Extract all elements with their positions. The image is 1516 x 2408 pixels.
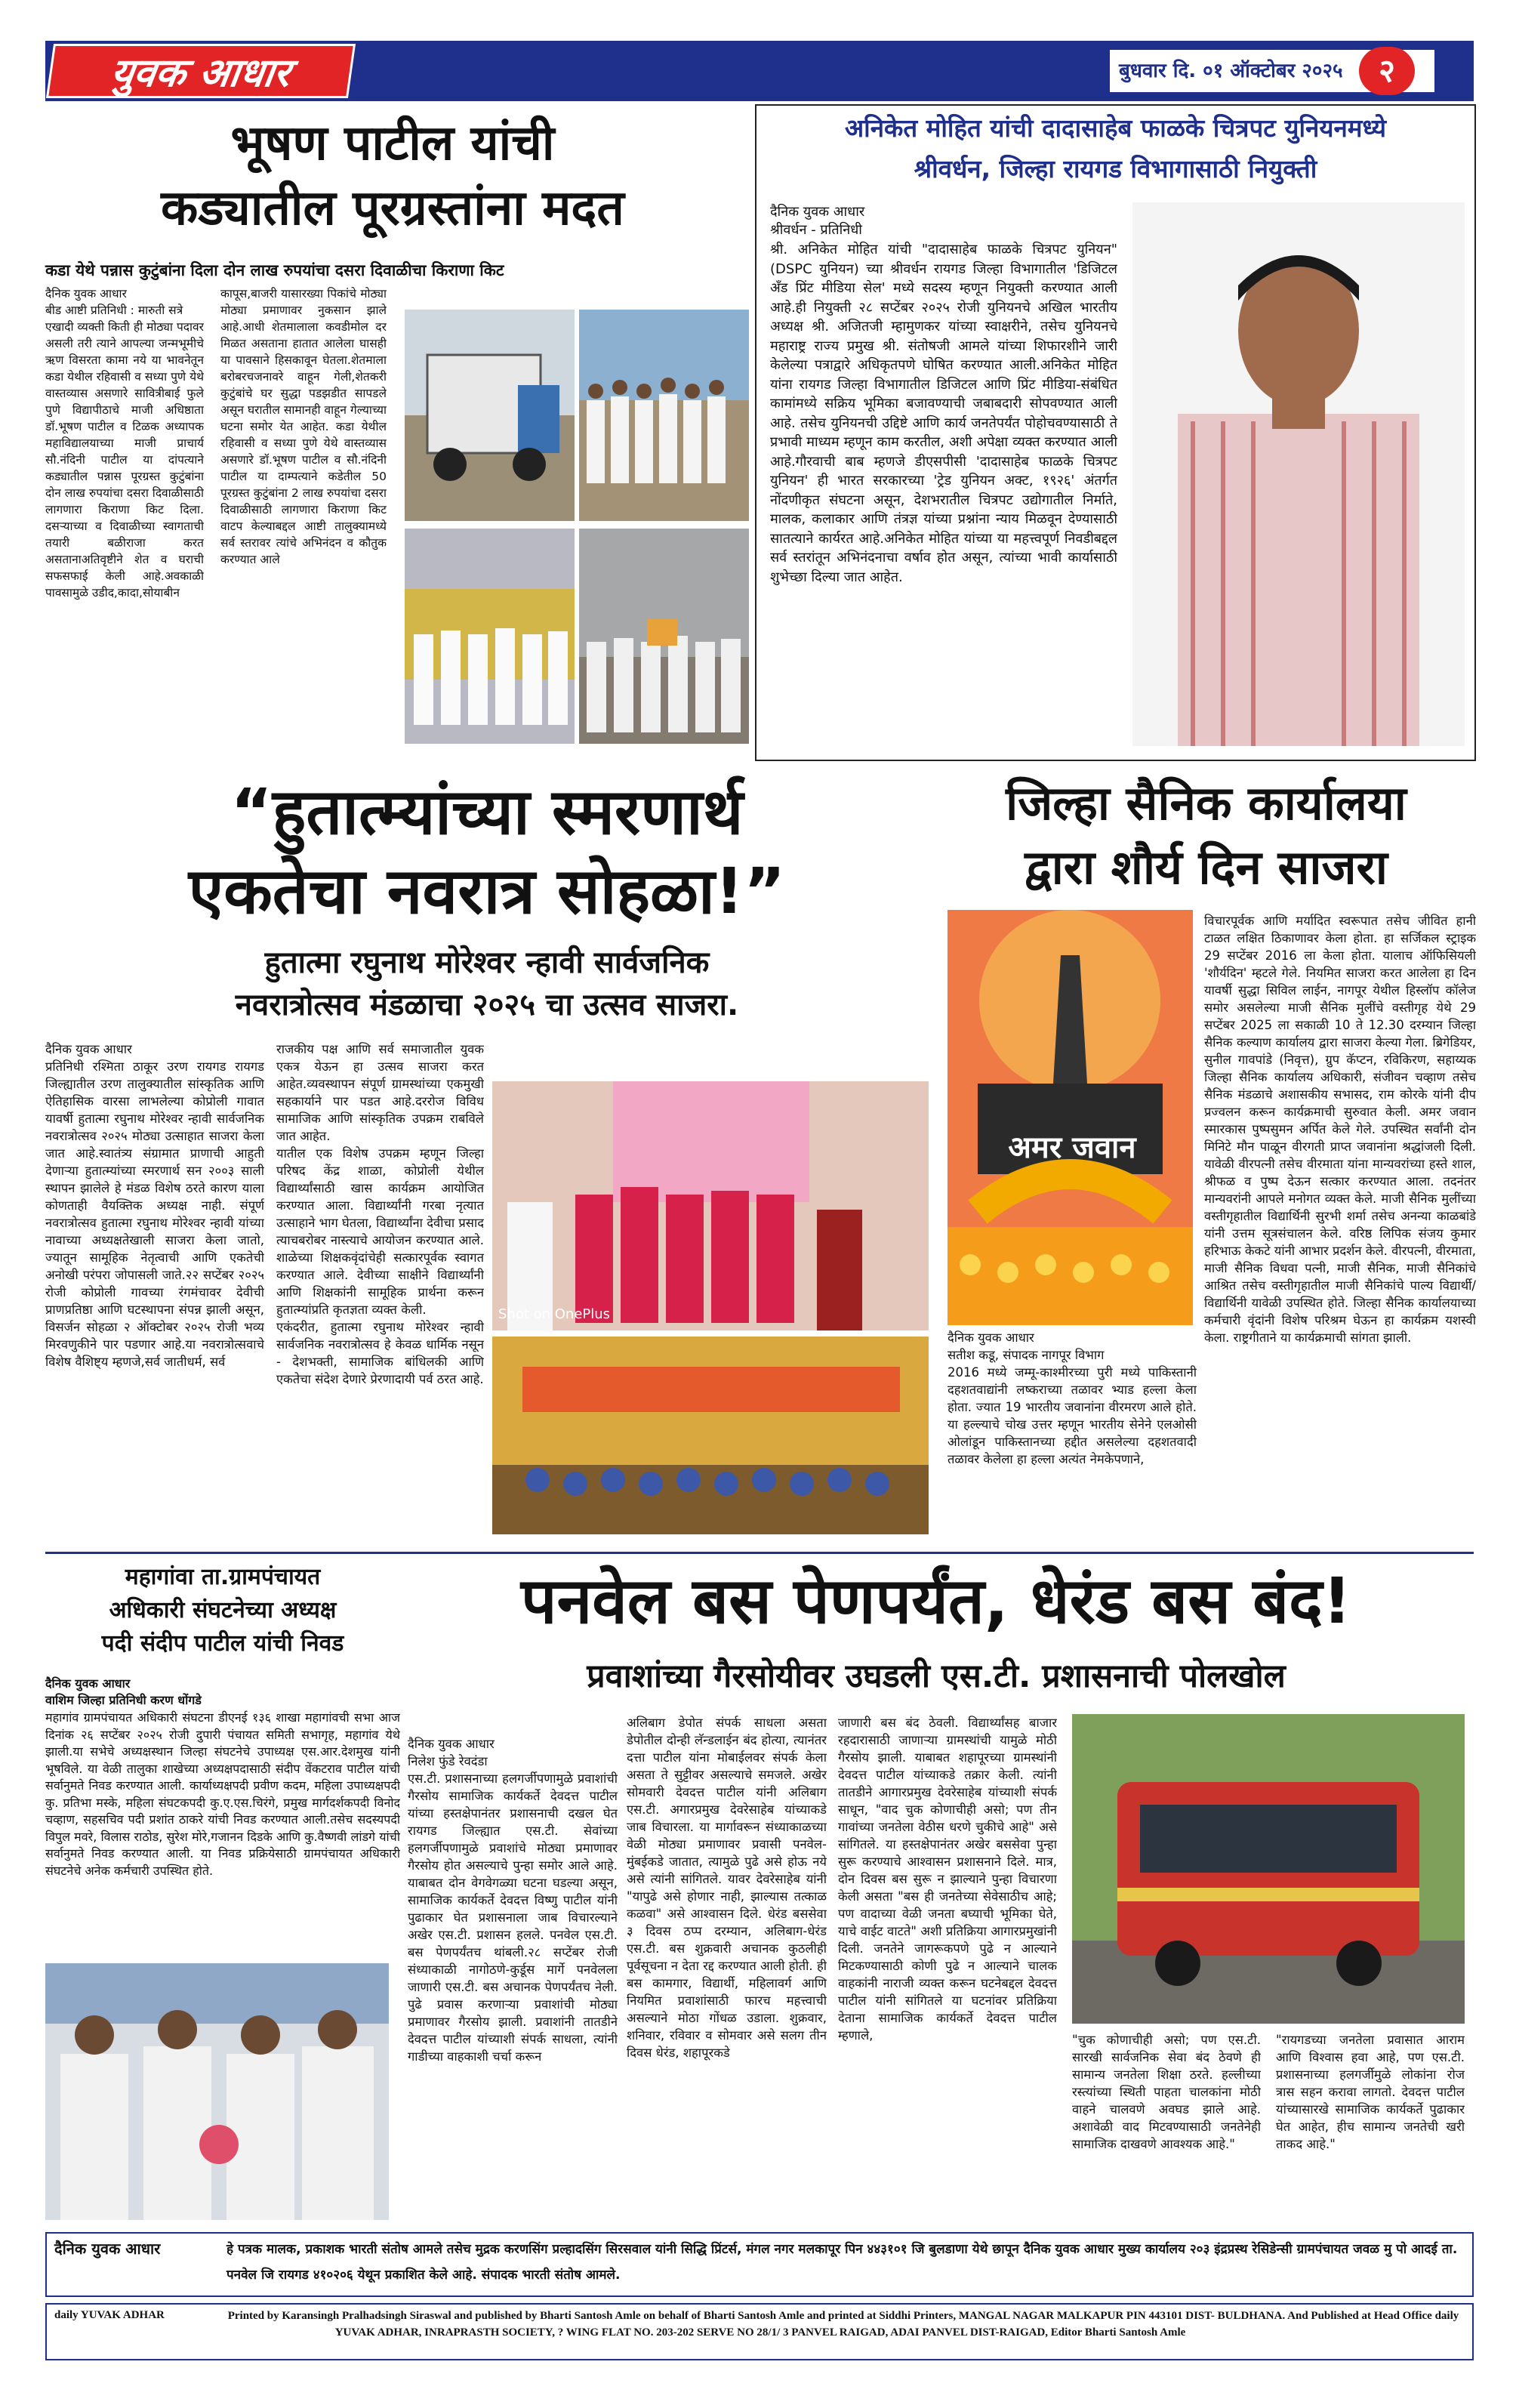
story5-byline-1: दैनिक युवक आधार (45, 1676, 131, 1691)
story3-photo-bottom (492, 1337, 929, 1534)
story5-body: महागांव ग्रामपंचायत अधिकारी संघटना डीएनई १३६ शाखा महागांवची सभा आज दिनांक २६ सप्टेंबर २०२५ रोजी दुपारी पंचायत समिती सभागृह, महागांव येथे झाली.या सभेचे अध्यक्षस्थान जिल्हा संघटनेचे उपाध्यक्ष एस.आर.देशमुख यांनी भूषविले. या वेळी तालुका शाखेच्या अध्यक्षपदासाठी संदीप वेंकटराव पाटील यांची सर्वानुमते निवड करण्यात आली. कार्याध्यक्षपदी प्रवीण कदम, महिला उपाध्यक्षपदी कु. प्रतिभा मस्के, महिला संघटकपदी कु.ए.एस.चिरंगे, प्रमुख मार्गदर्शकपदी विनोद चव्हाण, सहसचिव पदी प्रशांत ठाकरे यांची निवड करण्यात आली.तसेच सदस्यपदी विपुल मवरे, विलास राठोड, सुरेश मोरे,गजानन दिडके आणि कु.वैष्णवी लांडगे यांची सर्वानुमते निवड करण्यात आली. या निवड प्रक्रियेसाठी ग्रामपंचायत अधिकारी संघटनेचे अनेक कर्मचारी उपस्थित होते. (45, 1710, 400, 1878)
story4-headline-1: जिल्हा सैनिक कार्यालया (1006, 775, 1407, 831)
story6-column-4b: "रायगडच्या जनतेला प्रवासात आराम आणि विश्वास हवा आहे, पण एस.टी. प्रशासनाच्या हलगर्जीमुळे लोकांना रोज त्रास सहन करावा लागतो. देवदत्त पाटील यांच्यासारखे सामाजिक कार्यकर्ते पुढाकार घेत आहेत, हीच सामान्य जनतेची खरी ताकद आहे." (1276, 2033, 1465, 2151)
story6-column-2: अलिबाग डेपोत संपर्क साधला असता डेपोतील दोन्ही लॅन्डलाईन बंद होत्या, त्यानंतर दत्ता पाटील यांना मोबाईलवर संपर्क केला असता ते सुट्टीवर असल्याचे समजले. अखेर सोमवारी देवदत्त पाटील यांनी अलिबाग एस.टी. अगारप्रमुख देवरेसाहेब यांच्याकडे जाब विचारला. या मार्गावरून संध्याकाळच्या वेळी मोठ्या प्रमाणावर प्रवासी पनवेल-मुंबईकडे जातात, त्यामुळे पुढे असे होऊ नये असे त्यांनी सांगितले. यावर देवरेसाहेब यांनी "यापुढे असे होणार नाही, झाल्यास तत्काळ कळवा" असे आश्वासन दिले. धेरंड बससेवा ३ दिवस ठप्प दरम्यान, अलिबाग-धेरंड एस.टी. बस शुक्रवारी अचानक कुठलीही पूर्वसूचना न देता रद्द करण्यात आली होती. ही बस कामगार, विद्यार्थी, महिलावर्ग आणि नियमित प्रवाशांसाठी फारच महत्त्वाची असल्याने मोठा गोंधळ उडाला. शुक्रवार, शनिवार, रविवार व सोमवार असे सलग तीन दिवस धेरंड, शहापूरकडे (627, 1716, 827, 2060)
story4-headline-2: द्वारा शौर्य दिन साजरा (1025, 840, 1388, 895)
story5-byline-2: वाशिम जिल्हा प्रतिनिधी करण धोंगडे (45, 1693, 202, 1707)
story2-body: श्री. अनिकेत मोहित यांची "दादासाहेब फाळके चित्रपट युनियन" (DSPC युनियन) च्या श्रीवर्धन रायगड जिल्हा विभागातील 'डिजिटल अँड प्रिंट मीडिया सेल' मध्ये सदस्य म्हणून नियुक्ती करण्यात आली आहे.ही नियुक्ती २८ सप्टेंबर २०२५ रोजी युनियनचे अखिल भारतीय अध्यक्ष श्री. अजितजी म्हामुणकर यांच्या स्वाक्षरीने, तसेच युनियनचे महाराष्ट्र राज्य प्रमुख श्री. संतोषजी आमले यांच्या शिफारशीने जारी केलेल्या पत्राद्वारे अधिकृतपणे घोषित करण्यात आली.अनिकेत मोहित यांना रायगड जिल्हा विभागातील डिजिटल आणि प्रिंट मीडिया-संबंधित कामांमध्ये सक्रिय भूमिका बजावण्याची जबाबदारी सोपवण्यात आली आहे. तसेच युनियनची उद्दिष्टे आणि कार्य जनतेपर्यंत पोहोचवण्यासाठी ते प्रभावी माध्यम म्हणून काम करतील, अशी अपेक्षा व्यक्त करण्यात आली आहे.गौरवाची बाब म्हणजे डीएसपीसी 'दादासाहेब फाळके चित्रपट युनियन' ही भारत सरकारच्या 'ट्रेड युनियन अक्ट, १९२६' अंतर्गत नोंदणीकृत संघटना असून, देशभरातील चित्रपट उद्योगातील निर्माते, मालक, कलाकार आणि तंत्रज्ञ यांच्या प्रश्नांना न्याय मिळवून देण्यासाठी सातत्याने कार्यरत आहे.अनिकेत मोहित यांच्या या महत्त्वपूर्ण निवडीबद्दल सर्व स्तरांतून अभिनंदनाचा वर्षाव होत असून, त्यांच्या भावी कार्यासाठी शुभेच्छा दिल्या जात आहेत. (770, 242, 1117, 585)
story5-headline-2: अधिकारी संघटनेच्या अध्यक्ष (109, 1597, 337, 1623)
masthead-logo: युवक आधार (46, 44, 356, 98)
story1-headline-2: कड्यातील पूरग्रस्तांना मदत (161, 180, 624, 236)
story3-photo-watermark: Shot on OnePlus (498, 1306, 611, 1322)
story6-headline: पनवेल बस पेणपर्यंत, धेरंड बस बंद! (520, 1564, 1352, 1638)
story4-photo-memorial (948, 910, 1193, 1325)
story1-subhead: कडा येथे पन्नास कुटुंबांना दिला दोन लाख रुपयांचा दसरा दिवाळीचा किराणा किट (45, 261, 504, 279)
story6-column-1: दैनिक युवक आधार निलेश फुंडे रेवदंडा एस.टी. प्रशासनाच्या हलगर्जीपणामुळे प्रवाशांची गैरसोय सामाजिक कार्यकर्ते देवदत्त पाटील यांच्या हस्तक्षेपानंतर प्रशासनाची दखल घेत रायगड जिल्ह्यात एस.टी. सेवांच्या हलगर्जीपणामुळे प्रवाशांचे मोठ्या प्रमाणावर गैरसोय होत असल्याचे पुन्हा समोर आले आहे. याबाबत दोन वेगवेगळ्या घटना घडल्या असून, सामाजिक कार्यकर्ते देवदत्त विष्णु पाटील यांनी पुढाकार घेत प्रशासनाला जाब विचारल्याने अखेर एस.टी. प्रशासन हलले. पनवेल एस.टी. बस पेणपर्यंतच थांबली.२८ सप्टेंबर रोजी संध्याकाळी नागोठणे-कुर्डूस मार्गे पनवेलला जाणारी एस.टी. बस अचानक पेणपर्यंतच नेली. पुढे प्रवास करणाऱ्या प्रवाशांची मोठ्या प्रमाणावर गैरसोय झाली. प्रवाशांनी तातडीने देवदत्त पाटील यांच्याशी संपर्क साधला, त्यांनी गाडीच्या वाहकाशी चर्चा करून (408, 1737, 618, 2064)
story3-column-2: राजकीय पक्ष आणि सर्व समाजातील युवक एकत्र येऊन हा उत्सव साजरा करत आहेत.व्यवस्थापन संपूर्ण ग्रामस्थांच्या एकमुखी सहकार्याने पार पडत आहे.दररोज विविध सामाजिक आणि सांस्कृतिक उपक्रम राबविले जात आहेत. यातील एक विशेष उपक्रम म्हणून जिल्हा परिषद केंद्र शाळा, कोप्रोली येथील विद्यार्थ्यांसाठी खास कार्यक्रम आयोजित करण्यात आला. विद्यार्थ्यांनी गरबा नृत्यात उत्साहाने भाग घेतला, विद्यार्थ्यांना देवीचा प्रसाद त्याचबरोबर नास्त्याचे आयोजन करण्यात आले. शाळेच्या शिक्षकवृंदांचेही सत्कारपूर्वक स्वागत करण्यात आले. देवीच्या साक्षीने विद्यार्थ्यांनी आणि शिक्षकांनी सामूहिक प्रार्थना करून हुतात्म्यांप्रति कृतज्ञता व्यक्त केली. एकंदरीत, हुतात्मा रघुनाथ मोरेश्वर न्हावी सार्वजनिक नवरात्रोत्सव हे केवळ धार्मिक नसून - देशभक्ती, सामाजिक बांधिलकी आणि एकतेचा संदेश देणारे प्रेरणादायी पर्व ठरत आहे. (276, 1042, 484, 1386)
footer-imprint-label: दैनिक युवक आधार (54, 2240, 161, 2258)
story2-headline-2: श्रीवर्धन, जिल्हा रायगड विभागासाठी नियुक्ती (914, 154, 1317, 183)
footer-imprint-en: Printed by Karansingh Pralhadsingh Siraswal and published by Bharti Santosh Amle on behalf of Bharti Santosh Amle and printed at Siddhi Printers, MANGAL NAGAR MALKAPUR PIN 443101 DIST- BULDHANA. And Published at Head Office daily YUVAK ADHAR, INRAPRASTH SOCIETY, ? WING FLAT NO. 203-202 SERVE NO 28/1/ 3 PANVEL RAIGAD, ADAI PANVEL DIST-RAIGAD, Editor Bharti Santosh Amle (227, 2310, 1459, 2339)
story6-subhead: प्रवाशांच्या गैरसोयीवर उघडली एस.टी. प्रशासनाची पोलखोल (587, 1657, 1286, 1695)
story3-column-1: दैनिक युवक आधार प्रतिनिधी रश्मिता ठाकूर उरण रायगड रायगड जिल्ह्यातील उरण तालुक्यातील सांस्कृतिक आणि ऐतिहासिक वारसा लाभलेल्या कोप्रोली गावात यावर्षी हुतात्मा रघुनाथ मोरेश्वर न्हावी सार्वजनिक नवरात्रोत्सव २०२५ मोठ्या उत्साहात साजरा केला जात आहे.स्वातंत्र्य संग्रामात प्राणाची आहुती देणाऱ्या हुतात्म्यांच्या स्मरणार्थ सन २००३ साली स्थापन झालेले हे मंडळ विशेष ठरते कारण याला कोणताही वैयक्तिक अध्यक्ष नाही. संपूर्ण नवरात्रोत्सव हुतात्मा रघुनाथ मोरेश्वर न्हावी यांच्या नावाच्या अध्यक्षतेखाली साजरा केला जातो, ज्यातून सामूहिक नेतृत्वाची आणि एकतेची अनोखी परंपरा जोपासली जाते.२२ सप्टेंबर २०२५ रोजी कोप्रोली गावच्या रंगमंचावर देवीची प्राणप्रतिष्ठा आणि घटस्थापना संपन्न झाली असून, विसर्जन सोहळा २ ऑक्टोबर २०२५ रोजी भव्य मिरवणुकीने पार पडणार आहे.या नवरात्रोत्सवाचे विशेष वैशिष्ट्य म्हणजे,सर्व जातीधर्म, सर्व (45, 1042, 264, 1369)
section-divider (45, 1552, 1474, 1554)
story2-byline-1: दैनिक युवक आधार (770, 204, 865, 220)
story1-photo-group (579, 310, 749, 521)
story4-caption: दैनिक युवक आधार सतीश कडू, संपादक नागपूर विभाग 2016 मध्ये जम्मू-काश्मीरच्या पुरी मध्ये पाकिस्तानी दहशतवाद्यांनी लष्कराच्या तळावर भ्याड हल्ला केला होता. ज्यात 19 भारतीय जवानांना वीरमरण आले होते. या हल्ल्याचे चोख उत्तर म्हणून भारतीय सेनेने एलओसी ओलांडून पाकिस्तानच्या हद्दीत असलेल्या दहशतवादी तळावर केलेला हा हल्ला अत्यंत नेमकेपणाने, (948, 1330, 1197, 1466)
story3-subhead-2: नवरात्रोत्सव मंडळाचा २०२५ चा उत्सव साजरा. (235, 988, 739, 1022)
story2-byline-2: श्रीवर्धन - प्रतिनिधी (770, 222, 862, 238)
footer-imprint-mr: हे पत्रक मालक, प्रकाशक भारती संतोष आमले तसेच मुद्रक करणसिंग प्रल्हादसिंग सिरसवाल यांनी सिद्धि प्रिंटर्स, मंगल नगर मलकापूर पिन ४४३१०१ जि बुलडाणा येथे छापून दैनिक युवक आधार मुख्य कार्यालय २०३ इंद्रप्रस्थ रेसिडेन्सी ग्रामपंचायत जवळ मु पो आदई ता. पनवेल जि रायगड ४१०२०६ येथून प्रकाशित केले आहे. संपादक भारती संतोष आमले. (226, 2242, 1458, 2283)
story3-headline-2: एकतेचा नवरात्र सोहळा!” (188, 854, 786, 928)
page-number: २ (1359, 47, 1415, 95)
story6-column-4a: "चुक कोणाचीही असो; पण एस.टी. सारखी सार्वजनिक सेवा बंद ठेवणे ही सामान्य जनतेला शिक्षा ठरते. हल्लीच्या रस्त्यांच्या स्थिती पाहता चालकांना मोठी वाहने चालवणे अवघड झाले आहे. अशावेळी वाद मिटवण्यासाठी जनतेनेही सामाजिक दाखवणे आवश्यक आहे." (1072, 2033, 1261, 2151)
story5-headline-3: पदी संदीप पाटील यांची निवड (101, 1630, 344, 1657)
story1-headline-1: भूषण पाटील यांची (230, 116, 555, 171)
story2-headline-1: अनिकेत मोहित यांची दादासाहेब फाळके चित्रपट युनियनमध्ये (844, 113, 1387, 143)
story1-photo-bottom-left (405, 529, 575, 744)
story1-photo-bottom-right (579, 529, 749, 744)
story3-subhead-1: हुतात्मा रघुनाथ मोरेश्वर न्हावी सार्वजनिक (264, 945, 710, 980)
story5-headline-1: महागांवा ता.ग्रामपंचायत (125, 1564, 321, 1590)
issue-date: बुधवार दि. ०१ ऑक्टोबर २०२५ (1110, 50, 1434, 92)
story4-column: विचारपूर्वक आणि मर्यादित स्वरूपात तसेच जीवित हानी टाळत लक्षित ठिकाणावर केला होता. हा सर्जिकल स्ट्राइक 29 सप्टेंबर 2016 ला केला होता. यालाच ऑफिसियली 'शौर्यदिन' म्हटले गेले. नियमित साजरा करत आलेला हा दिन यावर्षी सुद्धा सिविल लाईन, नागपूर येथील हिस्लॉप कॉलेज समोर असलेल्या माजी सैनिक मुलींचे वस्तीगृह येथे 29 सप्टेंबर 2025 ला सकाळी 10 ते 12.30 दरम्यान जिल्हा सैनिक कल्याण कार्यालय द्वारा साजरा केल्या गेला. ब्रिगेडियर, सुनील गावपांडे (निवृत्त), ग्रुप कॅप्टन, रविकिरण, सहाय्यक जिल्हा सैनिक कार्यालय अधिकारी, संजीवन चव्हाण तसेच सैनिक मंडळाचे अशासकीय सभासद, राम कोरके यांनी दीप प्रज्वलन करून कार्यक्रमाची सुरुवात केली. अमर जवान स्मारकास पुष्पसुमन अर्पित केले गेले. उपस्थित सर्वांनी दोन मिनिटे मौन पाळून वीरगती प्राप्त जवानांना श्रद्धांजली दिली. यावेळी वीरपत्नी तसेच वीरमाता यांना मान्यवरांच्या हस्ते शाल, श्रीफळ व पुष्प देऊन सत्कार करण्यात आला. तदनंतर मान्यवरांनी आपले मनोगत व्यक्त केले. माजी सैनिक मुलींच्या वस्तीगृहातील विद्यार्थिनी सुरभी शर्मा तसेच अनन्या काळबांडे यांनी उत्तम सूत्रसंचालन केले. वरिष्ठ लिपिक संजय कुमार हरिभाऊ केकटे यांनी आभार प्रदर्शन केले. वीरपत्नी, वीरमाता, माजी सैनिक विधवा पत्नी, माजी सैनिक, माजी सैनिकांचे आश्रित तसेच वस्तीगृहातील माजी सैनिकांचे पाल्य विद्यार्थी/विद्यार्थिनी यावेळी उपस्थित होते. जिल्हा सैनिक कार्यालयाच्या कर्मचारी वृंदांनी विशेष परिश्रम घेऊन हा कार्यक्रम यशस्वी केला. राष्ट्रगीताने या कार्यक्रमाची सांगता झाली. (1204, 914, 1476, 1345)
story5-photo (45, 1963, 389, 2220)
story3-headline-1: “हुतात्म्यांच्या स्मरणार्थ (230, 775, 744, 849)
footer-imprint-en-label: daily YUVAK ADHAR (54, 2309, 165, 2321)
story1-photo-truck (405, 310, 575, 521)
story3-photo-top (492, 1081, 929, 1330)
story6-photo-bus (1072, 1714, 1465, 2024)
story1-column-1: दैनिक युवक आधार बीड आष्टी प्रतिनिधी : मारुती सत्रे एखादी व्यक्ती किती ही मोठ्या पदावर असली तरी त्याने आपल्या जन्मभूमीचे ऋण विसरता कामा नये या भावनेतून कडा येथील रहिवासी व सध्या पुणे येथे वास्तव्यास असणारे सावित्रीबाई फुले पुणे विद्यापीठाचे माजी अधिष्ठाता डॉ.भूषण पाटील व टिळक अध्यापक महाविद्यालयाच्या माजी प्राचार्य सौ.नंदिनी पाटील या दांपत्याने कड्यातील पन्नास पूरग्रस्त कुटुंबांना दोन लाख रुपयांचा दसरा दिवाळीसाठी लागणारा किराणा किट दिला. दसऱ्याच्या व दिवाळीच्या स्वागताची तयारी बळीराजा करत असतानाअतिवृष्टीने शेत व घराची सफसफाई केली आहे.अवकाळी पावसामुळे उडीद,कादा,सोयाबीन (45, 287, 204, 600)
story4-photo-label: अमर जवान (1008, 1130, 1136, 1165)
story1-column-2: कापूस,बाजरी यासारख्या पिकांचे मोठ्या मोठ्या प्रमाणावर नुकसान झाले आहे.आधी शेतमालाला कवडीमोल दर मिळत असताना हातात आलेला घासही या पावसाने हिसकावून घेतला.शेतमाला बरोबरचजनावरे वाहून गेली,शेतकरी कुटुंबांचे घर सुद्धा पडझडीत सापडले असून घरातील सामानही वाहून गेल्याच्या घटना समोर येत आहेत. कडा येथील रहिवासी व सध्या पुणे येथे वास्तव्यास असणारे डॉ.भूषण पाटील व सौ.नंदिनी पाटील या दाम्पत्याने कडेतील 50 पूरग्रस्त कुटुंबांना 2 लाख रुपयांचा दसरा दिवाळीसाठी लागणारा किराणा किट वाटप केल्याबद्दल आष्टी तालुक्यामध्ये सर्व स्तरावर त्यांचे अभिनंदन व कौतुक करण्यात आले (220, 287, 387, 566)
story6-column-3: जाणारी बस बंद ठेवली. विद्यार्थ्यांसह बाजार रहदारासाठी जाणाऱ्या ग्रामस्थांची यामुळे मोठी गैरसोय झाली. याबाबत शहापूरच्या ग्रामस्थांनी देवदत्त पाटील यांच्याकडे तक्रार केली. त्यांनी तातडीने आगारप्रमुख देवरेसाहेब यांच्याशी संपर्क साधून, "वाद चुक कोणाचीही असो; पण तीन गावांच्या जनतेला वेठीस धरणे चुकीचे आहे" असे सांगितले. या हस्तक्षेपानंतर अखेर बससेवा पुन्हा सुरू करण्याचे आश्वासन प्रशासनाने दिले. मात्र, दोन दिवस बस सुरू न झाल्याने पुन्हा विचारणा केली असता "बस ही जनतेच्या सेवेसाठीच आहे; पण वादाच्या वेळी जनता बघ्याची भूमिका घेते, याचे वाईट वाटते" अशी प्रतिक्रिया आगारप्रमुखांनी दिली. जनतेने जागरूकपणे पुढे न आल्याने मिटकण्यासाठी कोणी पुढे न आल्याने चालक वाहकांनी नाराजी व्यक्त करून घटनेबद्दल देवदत्त पाटील यांनी सांगितले या घटनांवर प्रतिक्रिया देताना सामाजिक कार्यकर्ते देवदत्त पाटील म्हणाले, (838, 1716, 1057, 2043)
story2-portrait (1132, 202, 1465, 746)
